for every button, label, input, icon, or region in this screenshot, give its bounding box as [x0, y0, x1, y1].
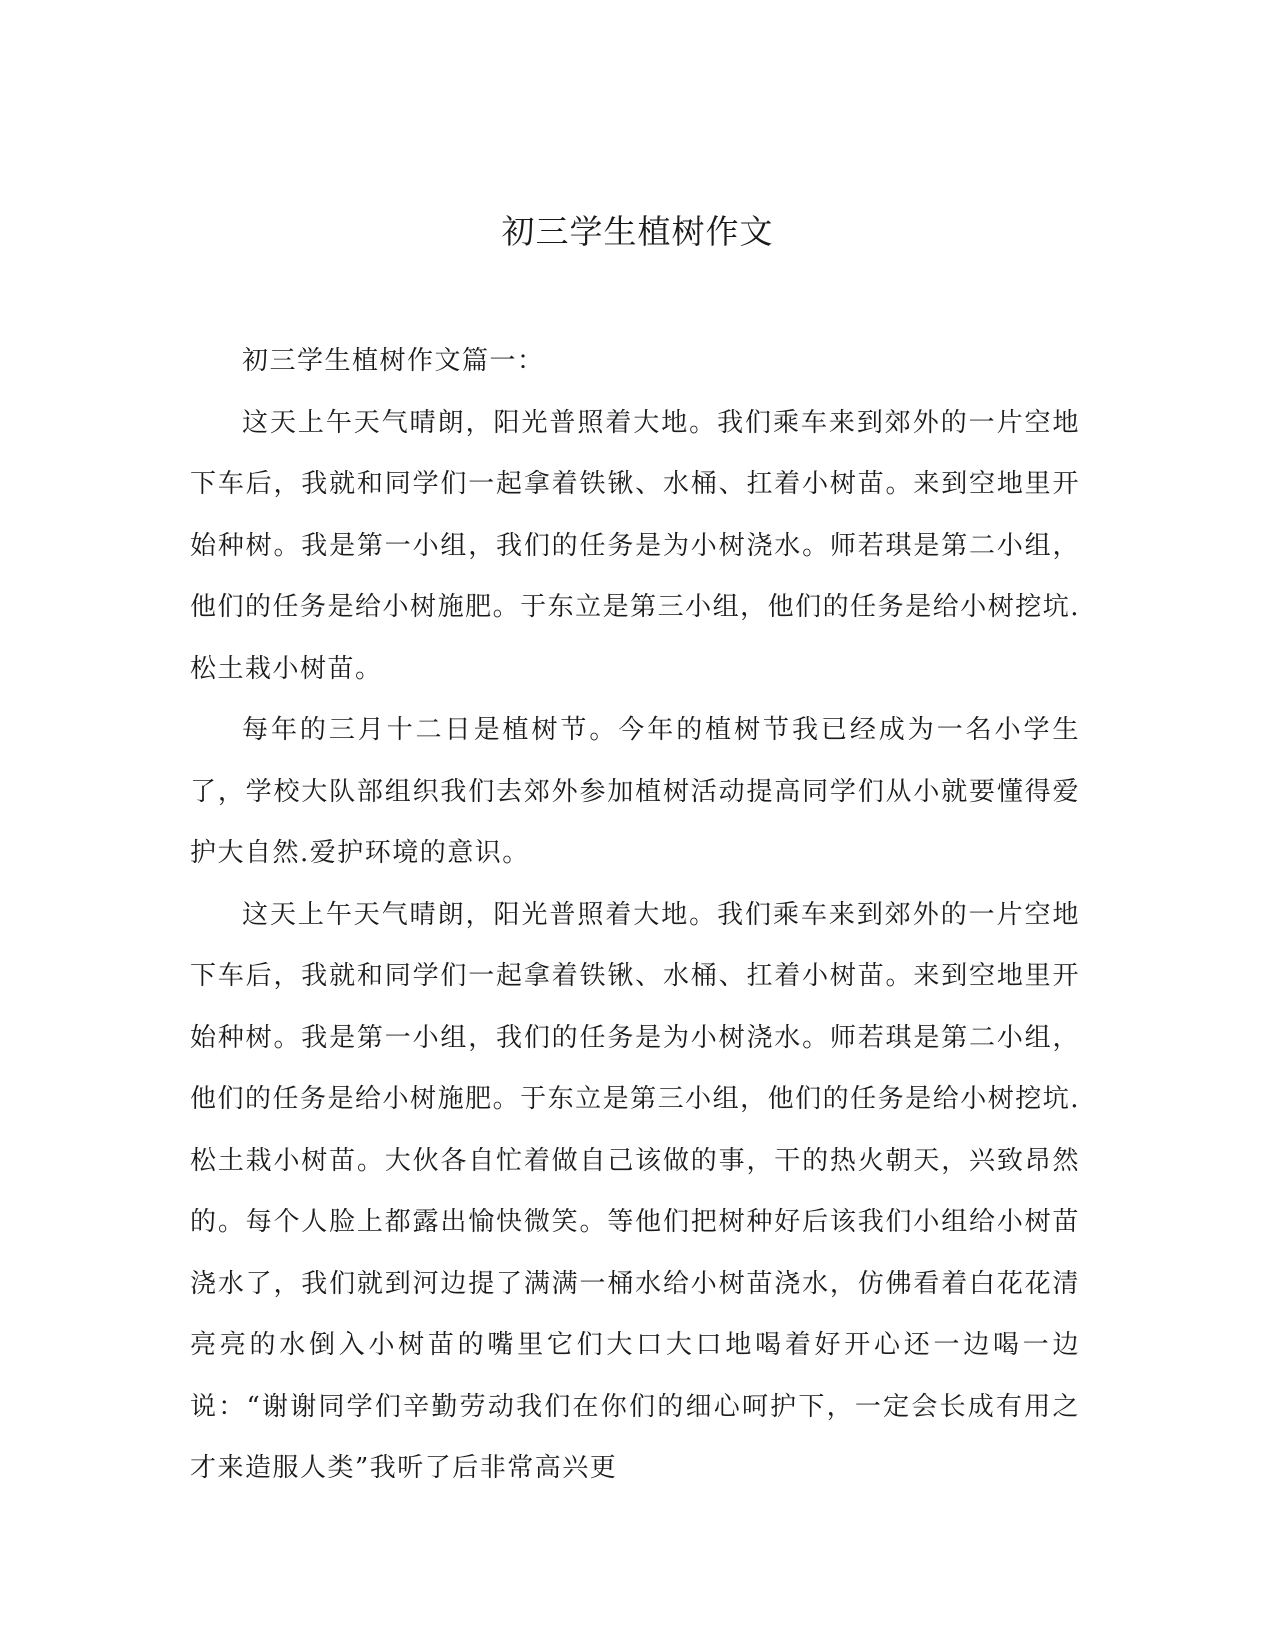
- document-title: 初三学生植树作文: [501, 212, 774, 251]
- document-body: [190, 331, 1080, 1500]
- paragraph-2: 每年的三月十二日是植树节。今年的植树节我已经成为一名小学生了，学校大队部组织我们去郊外参加植树活动提高同学们从小就要懂得爱护大自然.爱护环境的意识。: [190, 715, 1080, 868]
- paragraph-3: 这天上午天气晴朗，阳光普照着大地。我们乘车来到郊外的一片空地下车后，我就和同学们一起拿着铁锹、水桶、扛着小树苗。来到空地里开始种树。我是第一小组，我们的任务是为小树浇水。师若琪是第二小组，他们的任务是给小树施肥。于东立是第三小组，他们的任务是给小树挖坑.松土栽小树苗。大伙各自忙着做自己该做的事，干的热火朝天，兴致昂然的。每个人脸上都露出愉快微笑。等他们把树种好后该我们小组给小树苗浇水了，我们就到河边提了满满一桶水给小树苗浇水，仿佛看着白花花清亮亮的水倒入小树苗的嘴里它们大口大口地喝着好开心还一边喝一边说：“谢谢同学们辛勤劳动我们在你们的细心呵护下，一定会长成有用之才来造服人类”我听了后非常高兴更: [190, 899, 1080, 1483]
- paragraph-subtitle: 初三学生植树作文篇一：: [242, 346, 545, 376]
- paragraph-1: 这天上午天气晴朗，阳光普照着大地。我们乘车来到郊外的一片空地下车后，我就和同学们一起拿着铁锹、水桶、扛着小树苗。来到空地里开始种树。我是第一小组，我们的任务是为小树浇水。师若琪是第二小组，他们的任务是给小树施肥。于东立是第三小组，他们的任务是给小树挖坑.松土栽小树苗。: [190, 407, 1080, 684]
